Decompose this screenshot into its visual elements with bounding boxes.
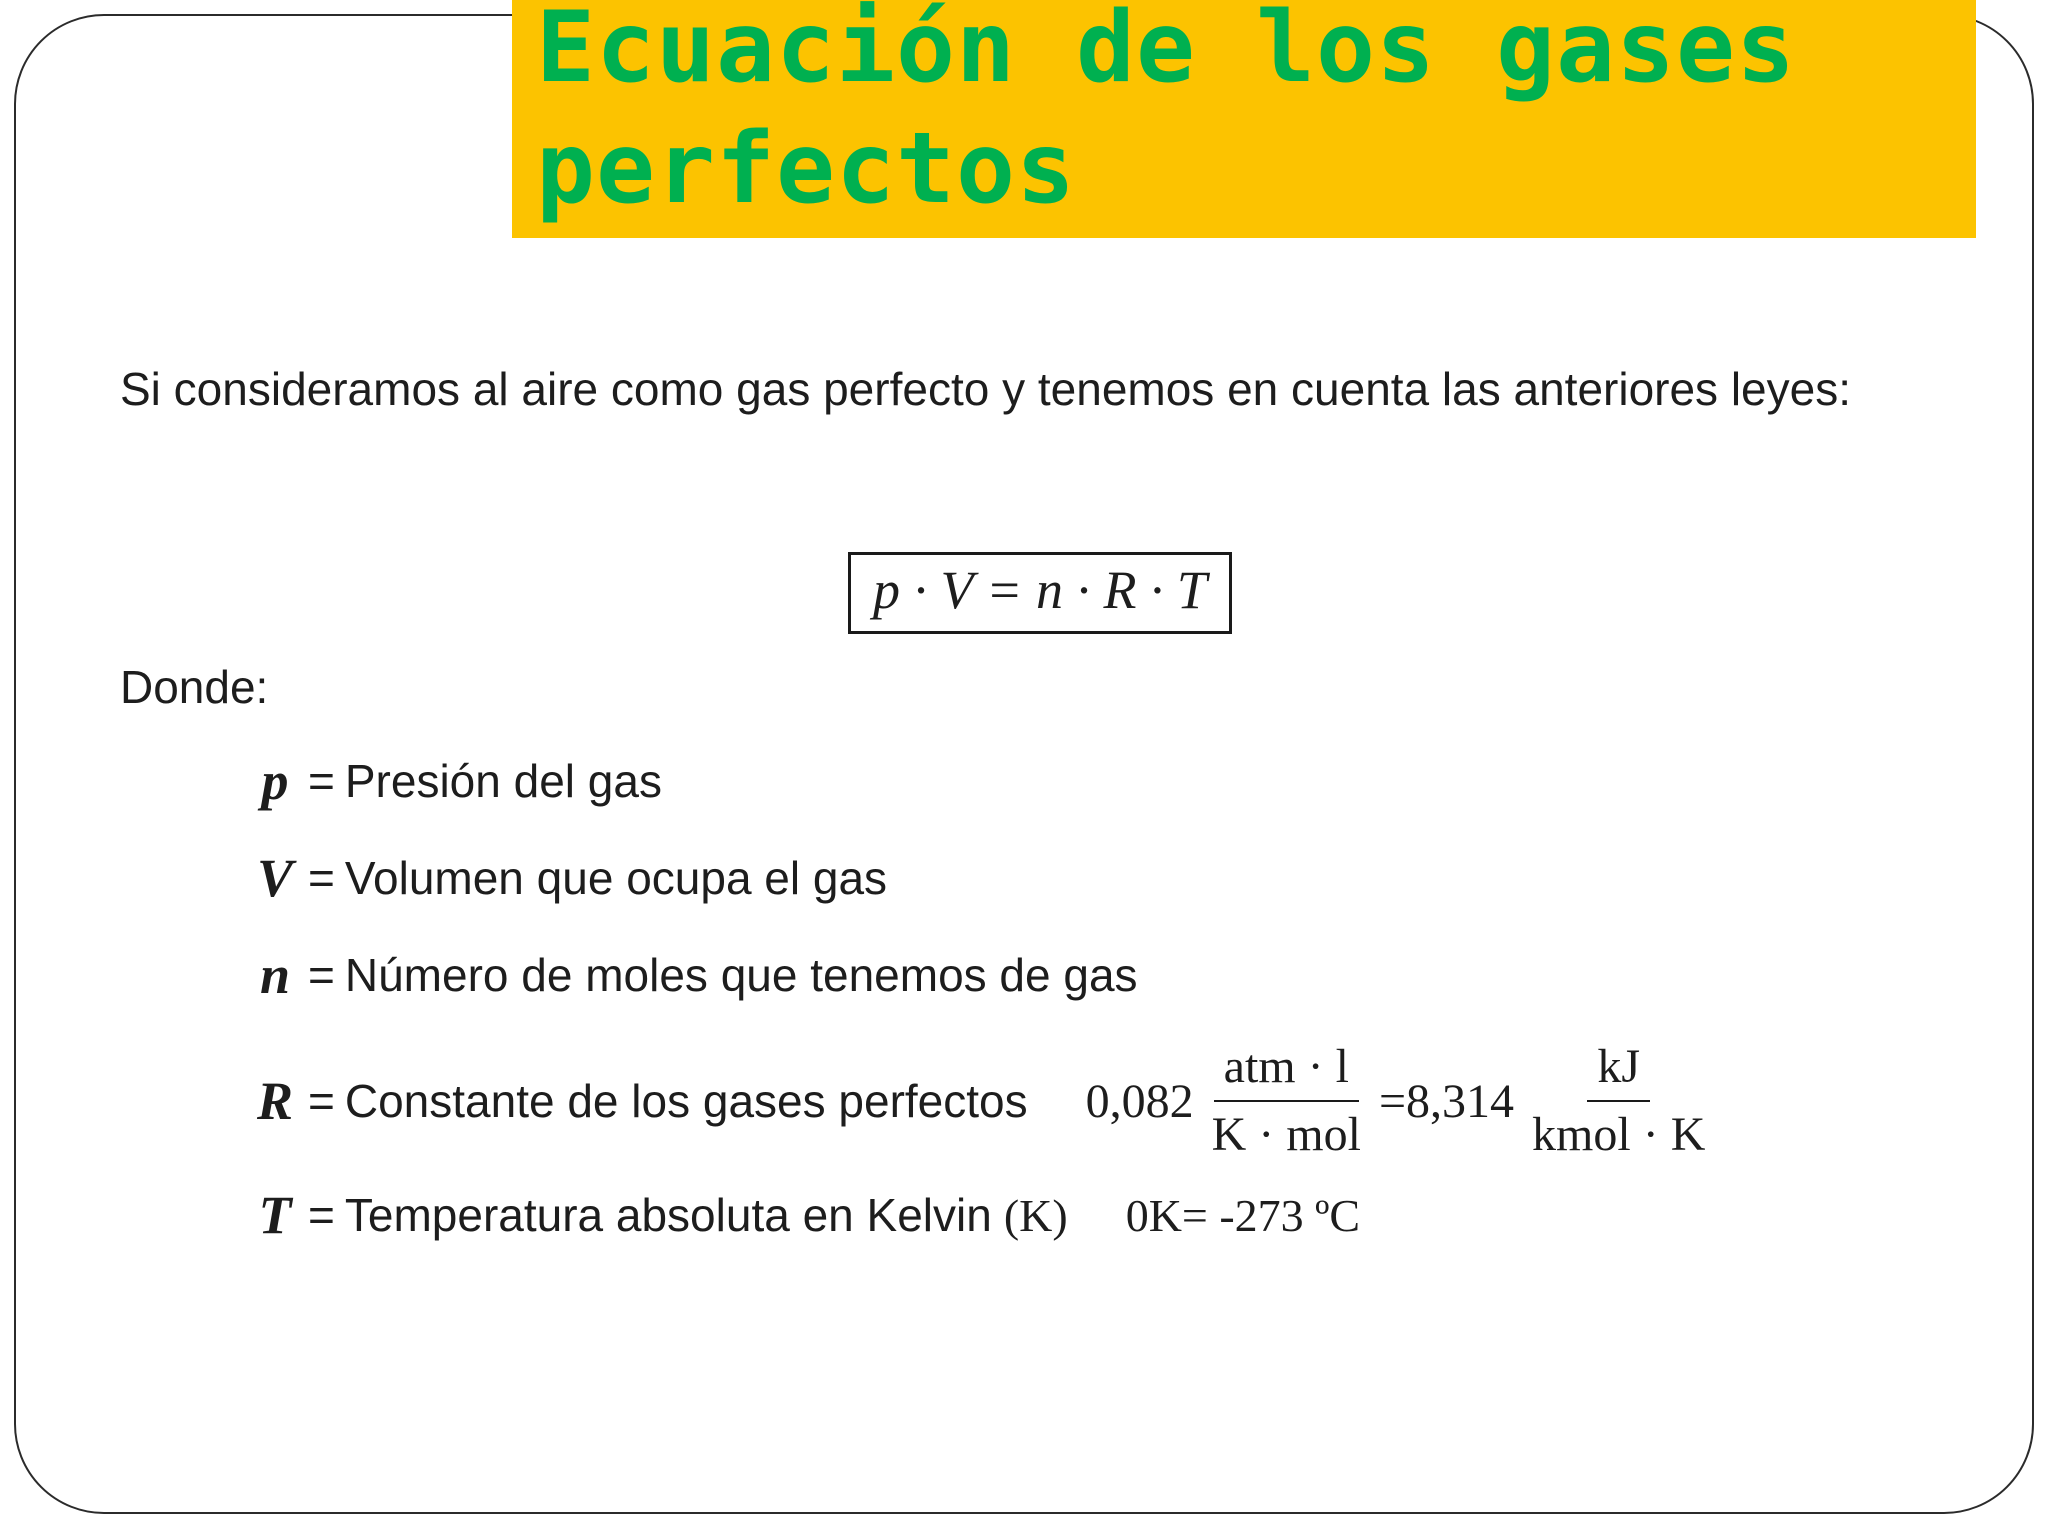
variable-row-t [250,1184,1360,1246]
variable-description: Presión del gas [344,755,662,807]
equals-sign: = [308,755,335,807]
slide-content [120,358,1940,1245]
title-banner [512,0,1976,238]
fraction-atm [1202,1034,1371,1168]
fraction-denominator: kmol · K [1532,1108,1706,1161]
variable-symbol: T [258,1185,292,1245]
fraction-denominator: K · mol [1211,1108,1361,1161]
variable-description: Volumen que ocupa el gas [344,852,888,904]
title-line-2: perfectos [536,112,1077,226]
ideal-gas-formula: p · V = n · R · T [848,552,1232,634]
variable-symbol: V [256,848,294,908]
variable-row-n [250,944,1138,1006]
title-line-1: Ecuación de los gases [536,0,1797,105]
constant-equals: = [1378,1074,1407,1128]
formula-container [848,552,1232,634]
donde-label: Donde: [120,661,269,713]
variable-row-v [250,847,887,909]
variable-row-p [250,750,662,812]
variable-description: Número de moles que tenemos de gas [344,949,1138,1001]
variable-row-r [250,1034,1723,1168]
constant-value-atm: 0,082 [1085,1074,1194,1128]
equals-sign: = [308,1075,335,1127]
variable-symbol: p [261,751,289,811]
variable-symbol: R [256,1071,294,1131]
gas-constant-value [1086,1034,1724,1168]
variable-symbol: n [259,945,291,1005]
equals-sign: = [308,852,335,904]
kelvin-unit: (K) [1003,1189,1068,1241]
slide-title [536,0,1796,230]
equals-sign: = [308,1189,335,1241]
fraction-kj [1522,1034,1715,1168]
intro-paragraph: Si consideramos al aire como gas perfecto y tenemos en cuenta las anteriores leyes: [120,363,1851,415]
variable-description: Temperatura absoluta en Kelvin [344,1189,992,1241]
variable-description: Constante de los gases perfectos [344,1075,1028,1127]
fraction-numerator: atm · l [1214,1034,1359,1102]
equals-sign: = [308,949,335,1001]
constant-value-kj: 8,314 [1406,1074,1515,1128]
fraction-numerator: kJ [1587,1034,1650,1102]
absolute-zero-note: 0K= -273 ºC [1125,1189,1361,1241]
